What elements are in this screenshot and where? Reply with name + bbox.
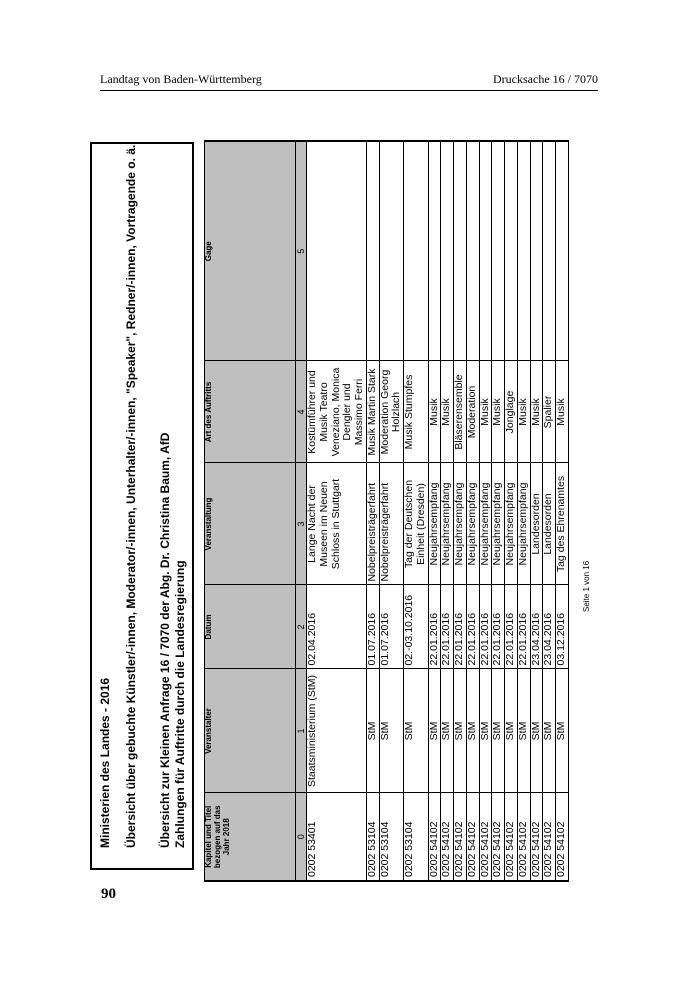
table-cell: Neujahrsempfang	[505, 463, 518, 585]
table-cell: StM	[530, 669, 543, 793]
title-line-3: Übersicht zur Kleinen Anfrage 16 / 7070 der Abg. Dr. Christina Baum, AfD	[158, 432, 172, 848]
table-cell: Bläserensemble	[454, 361, 467, 463]
table-cell: 0202 54102	[428, 793, 441, 881]
table-cell: Nobelpreisträgerfahrt	[366, 463, 379, 585]
column-header: Gage	[205, 141, 296, 361]
table-cell: Kostümführer und Musik Teatro Veneziano, Monica Dengler und Massimo Ferri	[307, 361, 367, 463]
table-cell: 0202 54102	[517, 793, 530, 881]
table-cell: Neujahrsempfang	[454, 463, 467, 585]
table-cell: 0202 54102	[492, 793, 505, 881]
column-number: 5	[296, 141, 307, 361]
table-cell: 22.01.2016	[492, 585, 505, 669]
column-number: 3	[296, 463, 307, 585]
table-row	[366, 141, 379, 881]
table-cell: StM	[466, 669, 479, 793]
table-cell: Jonglage	[505, 361, 518, 463]
page-footer: Seite 1 von 16	[582, 560, 591, 612]
table-cell: 0202 54102	[479, 793, 492, 881]
table-cell: 0202 54102	[543, 793, 556, 881]
column-header: Art des Auftritts	[205, 361, 296, 463]
table-cell: 23.04.2016	[530, 585, 543, 669]
table-cell: StM	[492, 669, 505, 793]
table-header-row	[205, 141, 296, 881]
column-number-row	[296, 141, 307, 881]
table-cell	[479, 141, 492, 361]
column-number: 2	[296, 585, 307, 669]
table-row	[466, 141, 479, 881]
table-row	[517, 141, 530, 881]
title-line-1: Ministerien des Landes - 2016	[98, 677, 112, 848]
column-header: Veranstalter	[205, 669, 296, 793]
table-row	[530, 141, 543, 881]
table-cell: Spalier	[543, 361, 556, 463]
table-cell: 0202 54102	[441, 793, 454, 881]
table-cell: Neujahrsempfang	[517, 463, 530, 585]
column-number: 1	[296, 669, 307, 793]
table-cell: 02.-03.10.2016	[404, 585, 429, 669]
column-header: Kapitel und Titel bezogen auf das Jahr 2018	[205, 793, 296, 881]
table-cell: 23.04.2016	[543, 585, 556, 669]
table-cell: StM	[556, 669, 569, 793]
table-row	[556, 141, 569, 881]
table-cell: 0202 54102	[556, 793, 569, 881]
rotated-landscape-page	[86, 132, 596, 902]
table-row	[441, 141, 454, 881]
table-cell: Neujahrsempfang	[492, 463, 505, 585]
table-cell: Landesorden	[530, 463, 543, 585]
table-cell: 02.04.2016	[307, 585, 367, 669]
page-header	[100, 72, 598, 91]
table-cell: StM	[517, 669, 530, 793]
table-cell: 03.12.2016	[556, 585, 569, 669]
table-cell: Landesorden	[543, 463, 556, 585]
header-left: Landtag von Baden-Württemberg	[100, 72, 262, 86]
table-row	[379, 141, 404, 881]
table-cell	[543, 141, 556, 361]
table-cell	[492, 141, 505, 361]
table-cell	[454, 141, 467, 361]
table-cell: 01.07.2016	[366, 585, 379, 669]
table-cell: Musik Stumpfes	[404, 361, 429, 463]
table-cell: Nobelpreisträgerfahrt	[379, 463, 404, 585]
table-cell	[404, 141, 429, 361]
column-header: Datum	[205, 585, 296, 669]
table-cell: 0202 54102	[454, 793, 467, 881]
table-cell: 0202 53401	[307, 793, 367, 881]
page-number: 90	[101, 886, 116, 902]
table-row	[479, 141, 492, 881]
table-cell: StM	[441, 669, 454, 793]
table-cell: Musik	[492, 361, 505, 463]
table-cell: Musik	[556, 361, 569, 463]
table-cell: 01.07.2016	[379, 585, 404, 669]
table-cell	[466, 141, 479, 361]
table-cell	[428, 141, 441, 361]
table-cell: Musik	[530, 361, 543, 463]
performances-table	[204, 140, 569, 882]
table-cell: 22.01.2016	[428, 585, 441, 669]
table-cell: Moderation Georg Holzlach	[379, 361, 404, 463]
table-cell	[556, 141, 569, 361]
header-right: Drucksache 16 / 7070	[493, 72, 598, 86]
table-cell: 22.01.2016	[479, 585, 492, 669]
table-cell: Tag des Ehrenamtes	[556, 463, 569, 585]
table-cell	[517, 141, 530, 361]
table-cell: 22.01.2016	[505, 585, 518, 669]
table-cell: StM	[505, 669, 518, 793]
table-cell: Musik	[428, 361, 441, 463]
table-cell: Musik	[441, 361, 454, 463]
table-row	[454, 141, 467, 881]
table-cell: Musik Martin Stark	[366, 361, 379, 463]
table-cell: StM	[454, 669, 467, 793]
table-cell	[379, 141, 404, 361]
table-cell: 0202 54102	[530, 793, 543, 881]
table-cell: Tag der Deutschen Einheit (Dresden)	[404, 463, 429, 585]
table-cell: 22.01.2016	[466, 585, 479, 669]
table-cell: Moderation	[466, 361, 479, 463]
table-cell: 0202 53104	[366, 793, 379, 881]
title-line-4: Zahlungen für Auftritte durch die Landesregierung	[173, 560, 187, 848]
table-row	[505, 141, 518, 881]
table-cell: Lange Nacht der Museen im Neuen Schloss in Stuttgart	[307, 463, 367, 585]
table-cell: 0202 54102	[466, 793, 479, 881]
column-number: 0	[296, 793, 307, 881]
table-cell	[307, 141, 367, 361]
table-cell: Neujahrsempfang	[441, 463, 454, 585]
table-cell: StM	[479, 669, 492, 793]
title-line-2: Übersicht über gebuchte Künstler/-innen, Moderator/-innen, Unterhalter/-innen, "Speaker", Redner/-innen, Vortragende o. ä.	[124, 144, 138, 848]
table-cell: Musik	[479, 361, 492, 463]
title-box	[90, 142, 194, 870]
table-row	[404, 141, 429, 881]
table-cell	[505, 141, 518, 361]
table-cell: 0202 53104	[404, 793, 429, 881]
table-cell	[441, 141, 454, 361]
table-cell: Neujahrsempfang	[428, 463, 441, 585]
table-row	[428, 141, 441, 881]
table-cell: StM	[428, 669, 441, 793]
table-cell: Musik	[517, 361, 530, 463]
table-cell: Staatsministerium (StM)	[307, 669, 367, 793]
table-cell: 0202 54102	[505, 793, 518, 881]
table-cell: StM	[379, 669, 404, 793]
table-cell: StM	[366, 669, 379, 793]
table-cell: Neujahrsempfang	[466, 463, 479, 585]
table-cell: StM	[543, 669, 556, 793]
table-cell: 22.01.2016	[517, 585, 530, 669]
table-cell: StM	[404, 669, 429, 793]
table-cell: 22.01.2016	[454, 585, 467, 669]
column-header: Veranstaltung	[205, 463, 296, 585]
table-cell: 0202 53104	[379, 793, 404, 881]
table-cell	[530, 141, 543, 361]
table-cell: Neujahrsempfang	[479, 463, 492, 585]
table-cell	[366, 141, 379, 361]
table-cell: 22.01.2016	[441, 585, 454, 669]
table-row	[543, 141, 556, 881]
table-row	[492, 141, 505, 881]
column-number: 4	[296, 361, 307, 463]
table-row	[307, 141, 367, 881]
